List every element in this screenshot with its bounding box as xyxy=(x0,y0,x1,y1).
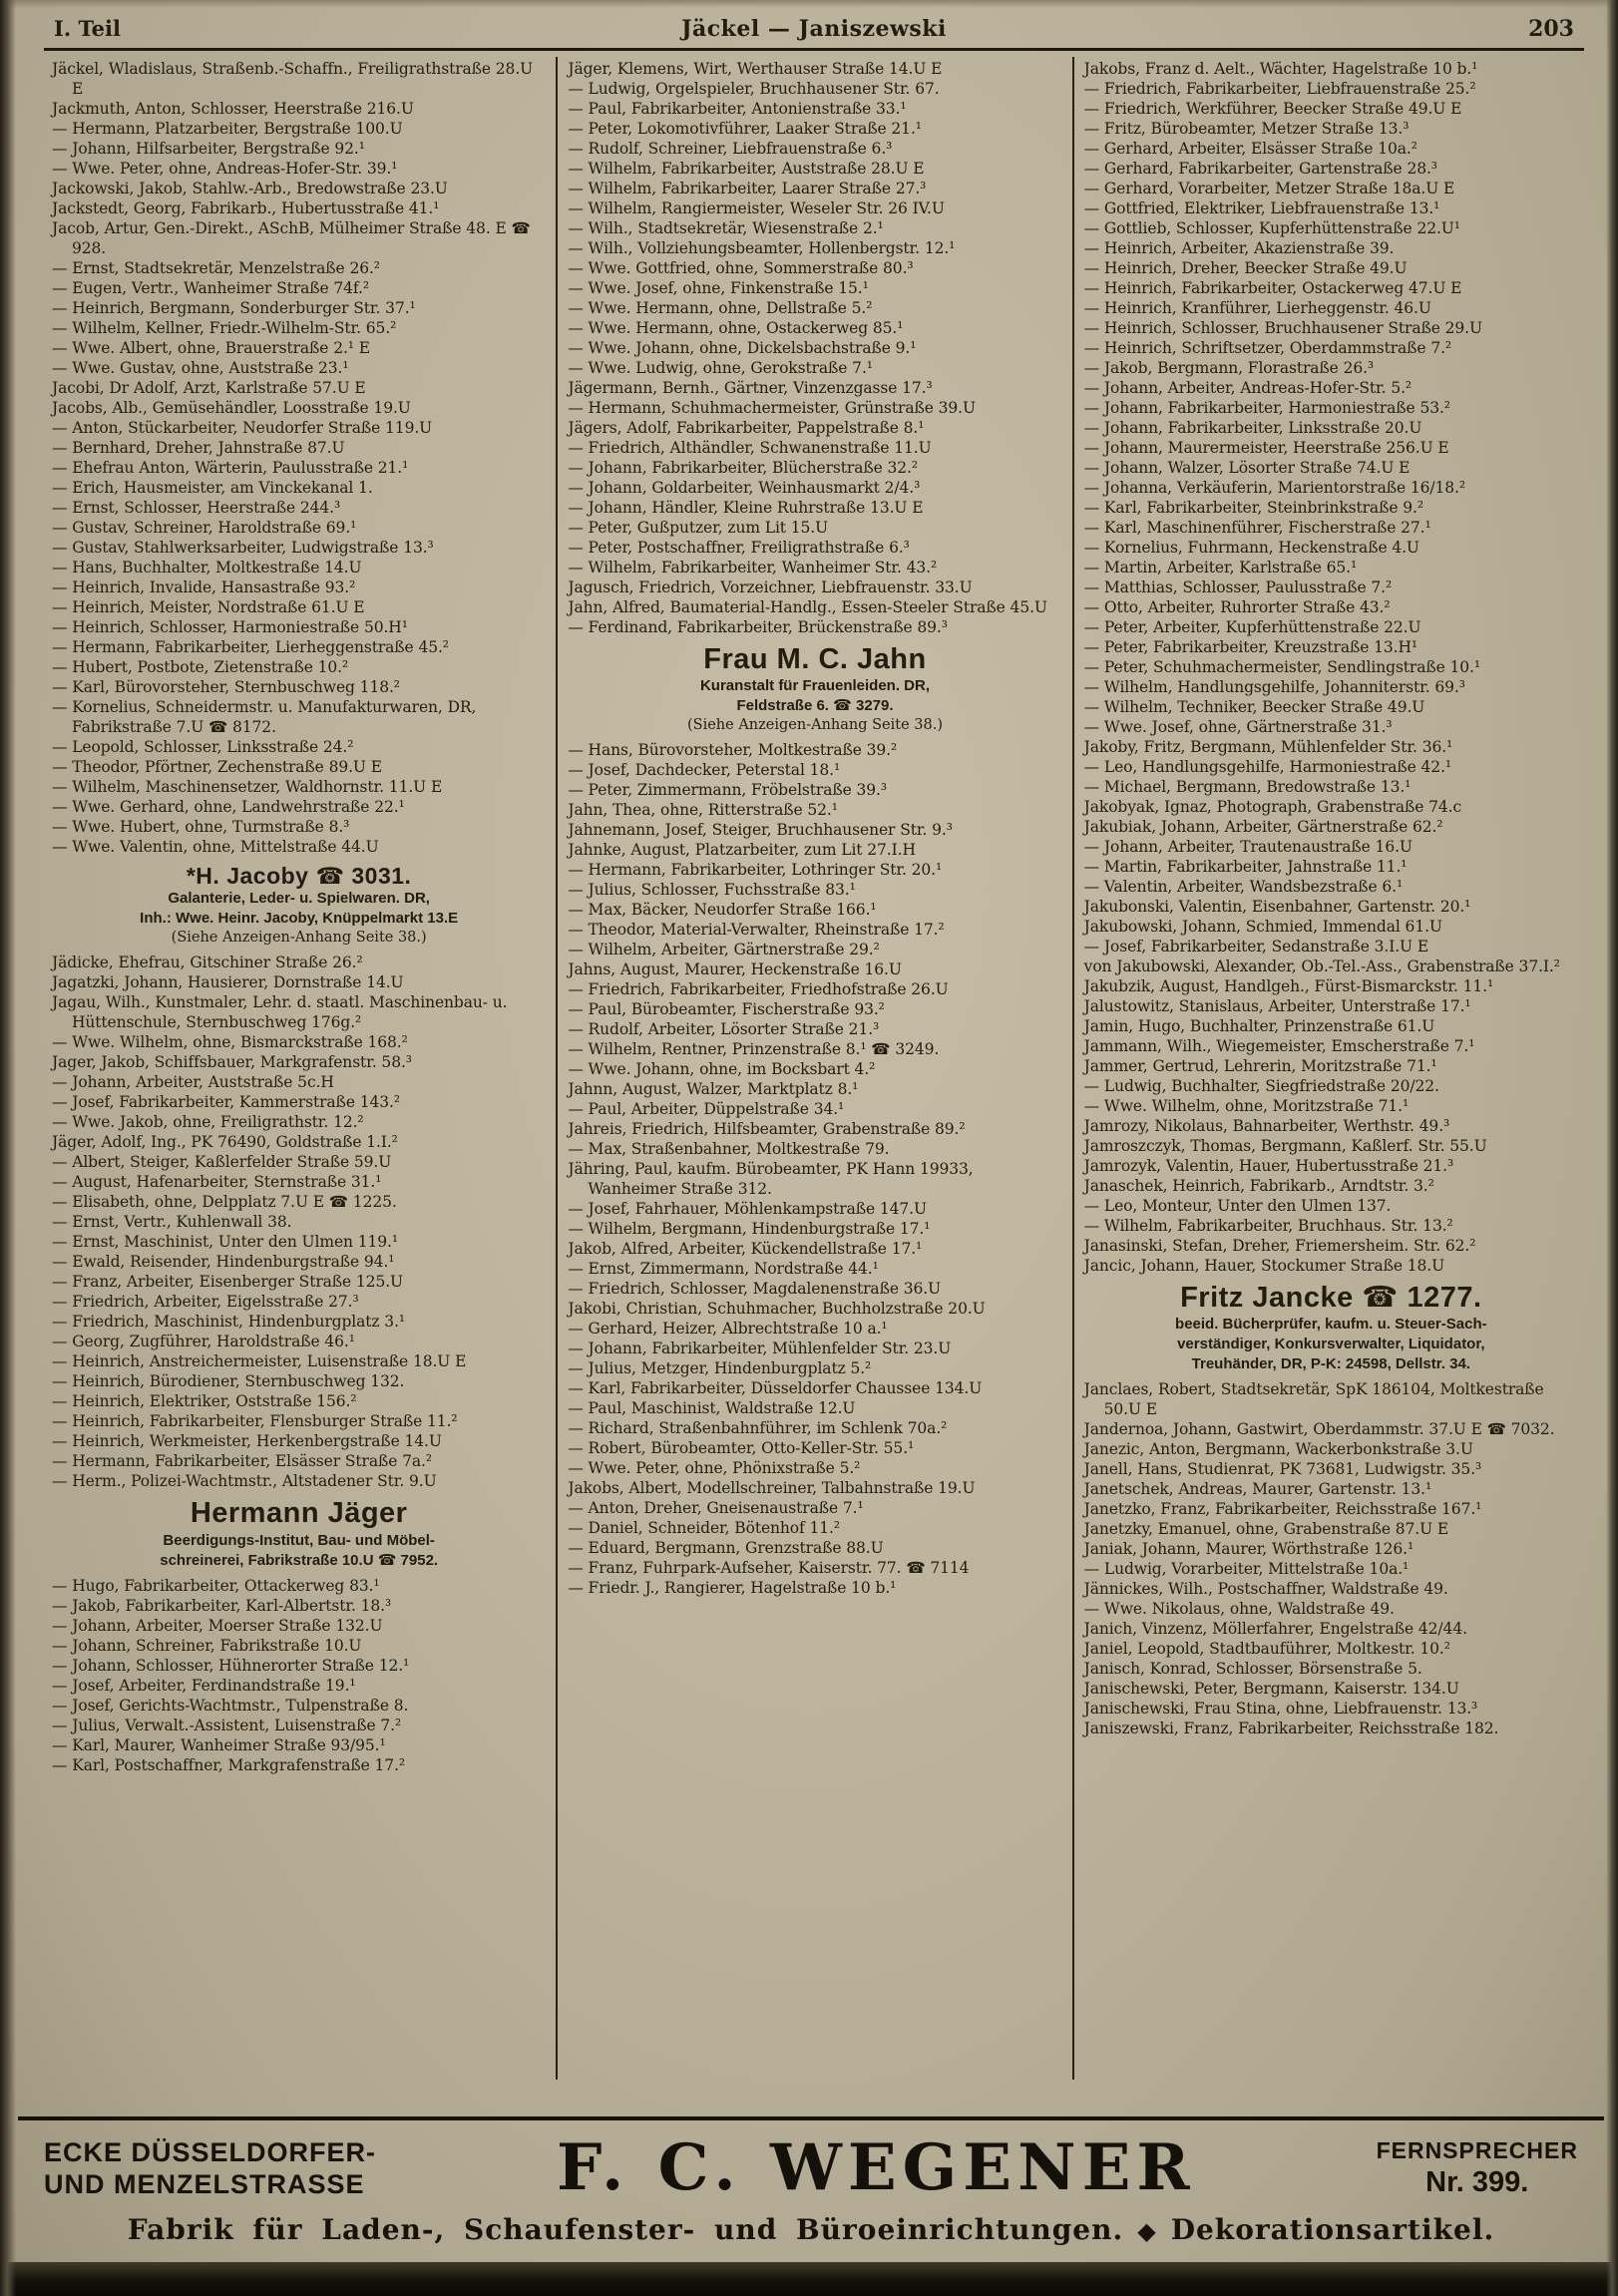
wegener-ad-row xyxy=(44,2130,1578,2205)
directory-entry: — Hubert, Postbote, Zietenstraße 10.² xyxy=(52,658,349,676)
ad-title: Hermann Jäger xyxy=(190,1497,408,1530)
directory-entry: Jamrozyk, Valentin, Hauer, Hubertusstraße 21.³ xyxy=(1083,1157,1454,1175)
directory-column-3 xyxy=(1072,57,1588,2080)
scan-edge-left xyxy=(0,0,16,2296)
directory-entry: — Heinrich, Werkmeister, Herkenbergstraße 14.U xyxy=(52,1432,442,1451)
directory-entry: Jahnke, August, Platzarbeiter, zum Lit 27.I.H xyxy=(568,841,916,860)
directory-entry: — Wwe. Jakob, ohne, Freiligrathstr. 12.² xyxy=(52,1113,364,1132)
ad-line: Feldstraße 6. ☎ 3279. xyxy=(736,697,894,715)
directory-entry: — Max, Bäcker, Neudorfer Straße 166.¹ xyxy=(568,901,877,920)
directory-entry: — Gerhard, Fabrikarbeiter, Gartenstraße 28.³ xyxy=(1083,160,1437,178)
directory-entry: Jamin, Hugo, Buchhalter, Prinzenstraße 61.U xyxy=(1083,1017,1435,1035)
directory-entry: — Ludwig, Orgelspieler, Bruchhausener Str. 67. xyxy=(568,80,940,98)
directory-entry: — Ehefrau Anton, Wärterin, Paulusstraße 21.¹ xyxy=(52,459,409,477)
directory-entry: Janiszewski, Franz, Fabrikarbeiter, Reichsstraße 182. xyxy=(1083,1720,1499,1738)
ad-company-name: F. C. WEGENER xyxy=(557,2130,1196,2205)
footer xyxy=(0,2116,1618,2296)
directory-entry: — Ewald, Reisender, Hindenburgstraße 94.¹ xyxy=(52,1253,395,1272)
directory-entry: — Franz, Fuhrpark-Aufseher, Kaiserstr. 77. ☎ 7114 xyxy=(568,1559,970,1578)
directory-entry: — Bernhard, Dreher, Jahnstraße 87.U xyxy=(52,439,345,457)
directory-entry: — Wwe. Peter, ohne, Phönixstraße 5.² xyxy=(568,1459,861,1478)
directory-entry: — Leo, Monteur, Unter den Ulmen 137. xyxy=(1083,1197,1392,1215)
directory-entry: — Karl, Bürovorsteher, Sternbuschweg 118.² xyxy=(52,678,400,696)
directory-entry: — Peter, Lokomotivführer, Laaker Straße 21.¹ xyxy=(568,120,922,138)
directory-entry: — Theodor, Material-Verwalter, Rheinstraße 17.² xyxy=(568,921,945,940)
directory-entry: — Friedrich, Fabrikarbeiter, Liebfrauenstraße 25.² xyxy=(1083,80,1476,98)
directory-entry: — Karl, Postschaffner, Markgrafenstraße 17.² xyxy=(52,1755,405,1774)
directory-entry: — Johann, Hilfsarbeiter, Bergstraße 92.¹ xyxy=(52,140,365,158)
directory-entry: — Wilhelm, Handlungsgehilfe, Johanniterstr. 69.³ xyxy=(1083,678,1465,696)
directory-entry: — Josef, Fahrhauer, Möhlenkampstraße 147.U xyxy=(568,1200,927,1219)
directory-entry: — Karl, Maschinenführer, Fischerstraße 27.¹ xyxy=(1083,519,1431,537)
directory-entry: Jahns, August, Maurer, Heckenstraße 16.U xyxy=(568,960,902,979)
directory-entry: Jamrozy, Nikolaus, Bahnarbeiter, Werthstr. 49.³ xyxy=(1083,1117,1450,1135)
directory-entry: — Wilhelm, Rangiermeister, Weseler Str. 26 IV.U xyxy=(568,199,945,217)
directory-entry: — Jakob, Bergmann, Florastraße 26.³ xyxy=(1083,359,1375,377)
ad-tagline-left: Fabrik für Laden-, Schaufenster- und Büroeinrichtungen. xyxy=(127,2213,1124,2246)
directory-entry: — Friedrich, Werkführer, Beecker Straße 49.U E xyxy=(1083,100,1462,118)
directory-entry: — Leopold, Schlosser, Linksstraße 24.² xyxy=(52,738,354,756)
directory-entry: — Gerhard, Vorarbeiter, Metzer Straße 18a.U E xyxy=(1083,180,1455,197)
ad-title: Frau M. C. Jahn xyxy=(703,643,927,675)
scan-edge-right xyxy=(1606,0,1618,2296)
directory-entry: — Wwe. Ludwig, ohne, Gerokstraße 7.¹ xyxy=(568,359,873,377)
directory-entry: — Gustav, Schreiner, Haroldstraße 69.¹ xyxy=(52,519,357,537)
jacoby-ad xyxy=(52,857,546,953)
directory-entry: — Heinrich, Kranführer, Lierheggenstr. 46.U xyxy=(1083,299,1431,317)
directory-entry: — Friedrich, Fabrikarbeiter, Friedhofstraße 26.U xyxy=(568,980,949,999)
directory-entry: — Jakob, Fabrikarbeiter, Karl-Albertstr. 18.³ xyxy=(52,1596,392,1615)
directory-entry: — Johann, Walzer, Lösorter Straße 74.U E xyxy=(1083,459,1411,477)
directory-entry: Jamroszczyk, Thomas, Bergmann, Kaßlerf. Str. 55.U xyxy=(1083,1137,1487,1155)
directory-entry: — Julius, Schlosser, Fuchsstraße 83.¹ xyxy=(568,881,856,900)
directory-entry: — Heinrich, Dreher, Beecker Straße 49.U xyxy=(1083,259,1408,277)
directory-entry: Jakubiak, Johann, Arbeiter, Gärtnerstraße 62.² xyxy=(1083,818,1443,836)
directory-entry: — Heinrich, Bürodiener, Sternbuschweg 132. xyxy=(52,1372,405,1391)
directory-entry: — Hermann, Fabrikarbeiter, Lierheggenstraße 45.² xyxy=(52,638,449,656)
directory-entry: — Ludwig, Buchhalter, Siegfriedstraße 20/22. xyxy=(1083,1077,1439,1095)
directory-entry: — Wwe. Johann, ohne, Dickelsbachstraße 9.¹ xyxy=(568,339,917,357)
directory-entry: — Josef, Fabrikarbeiter, Kammerstraße 143.² xyxy=(52,1093,400,1112)
directory-entry: — Friedrich, Arbeiter, Eigelsstraße 27.³ xyxy=(52,1293,359,1312)
directory-entry: — Josef, Arbeiter, Ferdinandstraße 19.¹ xyxy=(52,1676,356,1695)
directory-entry: — Josef, Dachdecker, Peterstal 18.¹ xyxy=(568,761,841,780)
directory-column-1 xyxy=(42,57,556,2080)
directory-entry: — Max, Straßenbahner, Moltkestraße 79. xyxy=(568,1140,890,1159)
directory-entry: — Wwe. Nikolaus, ohne, Waldstraße 49. xyxy=(1083,1600,1395,1619)
directory-entry: — Hugo, Fabrikarbeiter, Ottackerweg 83.¹ xyxy=(52,1576,380,1595)
ad-line: verständiger, Konkursverwalter, Liquidator, xyxy=(1177,1336,1485,1353)
directory-entry: — Herm., Polizei-Wachtmstr., Altstadener Str. 9.U xyxy=(52,1472,437,1491)
directory-entry: Janischewski, Peter, Bergmann, Kaiserstr. 134.U xyxy=(1083,1680,1459,1699)
directory-entry: Jakubonski, Valentin, Eisenbahner, Gartenstr. 20.¹ xyxy=(1083,898,1471,916)
directory-entry: — Franz, Arbeiter, Eisenberger Straße 125.U xyxy=(52,1273,403,1292)
directory-entry: — Heinrich, Elektriker, Oststraße 156.² xyxy=(52,1392,357,1411)
directory-entry: — Heinrich, Meister, Nordstraße 61.U E xyxy=(52,598,365,616)
directory-entry: — Hermann, Fabrikarbeiter, Lothringer Str. 20.¹ xyxy=(568,861,943,880)
directory-entry: — Wilhelm, Fabrikarbeiter, Auststraße 28.U E xyxy=(568,160,925,178)
directory-entry: Jammann, Wilh., Wiegemeister, Emscherstraße 7.¹ xyxy=(1083,1037,1475,1055)
ad-line: (Siehe Anzeigen-Anhang Seite 38.) xyxy=(686,717,943,734)
directory-entry: — Fritz, Bürobeamter, Metzer Straße 13.³ xyxy=(1083,120,1410,138)
directory-column-2 xyxy=(556,57,1071,2080)
ad-line: (Siehe Anzeigen-Anhang Seite 38.) xyxy=(171,930,427,947)
directory-entry: Jakubowski, Johann, Schmied, Immendal 61.U xyxy=(1083,918,1442,936)
directory-entry: — Wwe. Wilhelm, ohne, Moritzstraße 71.¹ xyxy=(1083,1097,1410,1115)
directory-entry: — Ernst, Maschinist, Unter den Ulmen 119.¹ xyxy=(52,1233,398,1252)
directory-entry: — Wwe. Johann, ohne, im Bocksbart 4.² xyxy=(568,1060,876,1079)
directory-entry: — Peter, Arbeiter, Kupferhüttenstraße 22.U xyxy=(1083,618,1421,636)
directory-entry: Jähring, Paul, kaufm. Bürobeamter, PK Hann 19933, Wanheimer Straße 312. xyxy=(568,1160,974,1199)
directory-entry: — Hermann, Fabrikarbeiter, Elsässer Straße 7a.² xyxy=(52,1452,432,1471)
directory-entry: — Gottfried, Elektriker, Liebfrauenstraße 13.¹ xyxy=(1083,199,1440,217)
directory-entry: Jännickes, Wilh., Postschaffner, Waldstraße 49. xyxy=(1083,1580,1448,1599)
directory-entry: — Matthias, Schlosser, Paulusstraße 7.² xyxy=(1083,578,1393,596)
directory-entry: — Wwe. Gerhard, ohne, Landwehrstraße 22.¹ xyxy=(52,798,405,816)
directory-entry: Jahnn, August, Walzer, Marktplatz 8.¹ xyxy=(568,1080,859,1099)
directory-entry: Jakobi, Christian, Schuhmacher, Buchholzstraße 20.U xyxy=(568,1300,986,1319)
directory-entry: — Wilhelm, Rentner, Prinzenstraße 8.¹ ☎ 3249. xyxy=(568,1040,940,1059)
directory-entry: — Johann, Fabrikarbeiter, Harmoniestraße 53.² xyxy=(1083,399,1450,417)
directory-entry: — Johann, Arbeiter, Moerser Straße 132.U xyxy=(52,1616,383,1635)
directory-entry: — Johann, Fabrikarbeiter, Mühlenfelder Str. 23.U xyxy=(568,1339,952,1358)
directory-entry: — August, Hafenarbeiter, Sternstraße 31.¹ xyxy=(52,1173,382,1192)
directory-entry: — Heinrich, Schriftsetzer, Oberdammstraße 7.² xyxy=(1083,339,1452,357)
directory-entry: — Wwe. Hermann, ohne, Ostackerweg 85.¹ xyxy=(568,319,904,337)
directory-entry: — Wilhelm, Bergmann, Hindenburgstraße 17.¹ xyxy=(568,1220,931,1239)
directory-entry: — Wwe. Valentin, ohne, Mittelstraße 44.U xyxy=(52,838,379,856)
directory-entry: — Gustav, Stahlwerksarbeiter, Ludwigstraße 13.³ xyxy=(52,539,434,557)
ad-line: Kuranstalt für Frauenleiden. DR, xyxy=(699,677,931,695)
directory-entry: — Johann, Händler, Kleine Ruhrstraße 13.U E xyxy=(568,499,924,517)
directory-entry: — Gottlieb, Schlosser, Kupferhüttenstraße 22.U¹ xyxy=(1083,219,1460,237)
directory-entry: — Julius, Verwalt.-Assistent, Luisenstraße 7.² xyxy=(52,1716,402,1734)
directory-entry: — Wilh., Vollziehungsbeamter, Hollenbergstr. 12.¹ xyxy=(568,239,956,257)
directory-entry: — Eduard, Bergmann, Grenzstraße 88.U xyxy=(568,1539,884,1558)
directory-entry: Janaschek, Heinrich, Fabrikarb., Arndtstr. 3.² xyxy=(1083,1177,1434,1195)
directory-entry: — Julius, Metzger, Hindenburgplatz 5.² xyxy=(568,1359,872,1378)
directory-entry: — Elisabeth, ohne, Delpplatz 7.U E ☎ 1225. xyxy=(52,1193,397,1212)
directory-entry: — Friedrich, Maschinist, Hindenburgplatz 3.¹ xyxy=(52,1313,406,1332)
directory-entry: — Hans, Bürovorsteher, Moltkestraße 39.² xyxy=(568,741,898,760)
directory-entry: — Karl, Maurer, Wanheimer Straße 93/95.¹ xyxy=(52,1735,386,1754)
directory-entry: — Peter, Zimmermann, Fröbelstraße 39.³ xyxy=(568,781,887,800)
directory-entry: — Johann, Schlosser, Hühnerorter Straße 12.¹ xyxy=(52,1656,410,1675)
directory-entry: Jagau, Wilh., Kunstmaler, Lehr. d. staatl. Maschinenbau- u. Hüttenschule, Sternbuschweg 176g.² xyxy=(52,993,508,1032)
directory-entry: — Wilhelm, Maschinensetzer, Waldhornstr. 11.U E xyxy=(52,778,443,796)
directory-entry: — Paul, Maschinist, Waldstraße 12.U xyxy=(568,1399,856,1418)
directory-entry: — Heinrich, Bergmann, Sonderburger Str. 37.¹ xyxy=(52,299,416,317)
ad-line: Galanterie, Leder- u. Spielwaren. DR, xyxy=(168,890,430,908)
directory-entry: — Gerhard, Arbeiter, Elsässer Straße 10a.² xyxy=(1083,140,1417,158)
directory-entry: — Michael, Bergmann, Bredowstraße 13.¹ xyxy=(1083,778,1412,796)
directory-entry: — Gerhard, Heizer, Albrechtstraße 10 a.¹ xyxy=(568,1320,888,1339)
directory-entry: — Heinrich, Schlosser, Harmoniestraße 50.H¹ xyxy=(52,618,408,636)
directory-entry: Jager, Jakob, Schiffsbauer, Markgrafenstr. 58.³ xyxy=(52,1053,412,1072)
directory-entry: — Wwe. Josef, ohne, Gärtnerstraße 31.³ xyxy=(1083,718,1393,736)
directory-entry: — Heinrich, Fabrikarbeiter, Flensburger Straße 11.² xyxy=(52,1412,458,1431)
directory-entry: — Peter, Postschaffner, Freiligrathstraße 6.³ xyxy=(568,539,910,557)
directory-entry: — Ernst, Vertr., Kuhlenwall 38. xyxy=(52,1213,292,1232)
fritz-jancke-ad xyxy=(1084,1276,1578,1379)
ad-phone-block xyxy=(1377,2137,1578,2199)
directory-entry: Jäger, Klemens, Wirt, Werthauser Straße 14.U E xyxy=(568,60,943,78)
directory-entry: Jakobyak, Ignaz, Photograph, Grabenstraße 74.c xyxy=(1083,798,1462,816)
ad-line: schreinerei, Fabrikstraße 10.U ☎ 7952. xyxy=(160,1551,439,1569)
directory-entry: — Karl, Fabrikarbeiter, Steinbrinkstraße 9.² xyxy=(1083,499,1423,517)
directory-entry: — Leo, Handlungsgehilfe, Harmoniestraße 42.¹ xyxy=(1083,758,1452,776)
ad-line: beeid. Bücherprüfer, kaufm. u. Steuer-Sach- xyxy=(1175,1316,1487,1334)
directory-entry: Janetzky, Emanuel, ohne, Grabenstraße 87.U E xyxy=(1083,1520,1449,1539)
directory-entry: — Johann, Arbeiter, Andreas-Hofer-Str. 5.² xyxy=(1083,379,1413,397)
directory-entry: — Ernst, Schlosser, Heerstraße 244.³ xyxy=(52,499,341,517)
ad-address-block xyxy=(44,2136,376,2200)
directory-entry: Jahreis, Friedrich, Hilfsbeamter, Grabenstraße 89.² xyxy=(568,1120,966,1139)
directory-entry: — Josef, Fabrikarbeiter, Sedanstraße 3.I.U E xyxy=(1083,938,1429,956)
directory-entry: Jancic, Johann, Hauer, Stockumer Straße 18.U xyxy=(1083,1257,1445,1275)
directory-entry: von Jakubowski, Alexander, Ob.-Tel.-Ass., Grabenstraße 37.I.² xyxy=(1083,957,1560,975)
directory-entry: — Wwe. Gustav, ohne, Auststraße 23.¹ xyxy=(52,359,349,377)
directory-entry: Jacobs, Alb., Gemüsehändler, Loosstraße 19.U xyxy=(52,399,411,417)
running-title: Jäckel — Janiszewski xyxy=(681,16,947,42)
ad-address-line-1: ECKE DÜSSELDORFER- xyxy=(44,2136,377,2167)
directory-entry: — Friedr. J., Rangierer, Hagelstraße 10 b.¹ xyxy=(568,1579,897,1598)
directory-entry: Jakobs, Franz d. Aelt., Wächter, Hagelstraße 10 b.¹ xyxy=(1083,60,1478,78)
directory-entry: — Friedrich, Schlosser, Magdalenenstraße 36.U xyxy=(568,1280,942,1299)
directory-entry: — Georg, Zugführer, Haroldstraße 46.¹ xyxy=(52,1333,355,1351)
directory-entry: — Karl, Fabrikarbeiter, Düsseldorfer Chaussee 134.U xyxy=(568,1379,983,1398)
directory-entry: — Heinrich, Arbeiter, Akazienstraße 39. xyxy=(1083,239,1395,257)
directory-entry: — Wwe. Hubert, ohne, Turmstraße 8.³ xyxy=(52,818,350,836)
directory-entry: Janich, Vinzenz, Möllerfahrer, Engelstraße 42/44. xyxy=(1083,1620,1467,1639)
page-number: 203 xyxy=(1528,16,1574,42)
directory-entry: — Heinrich, Fabrikarbeiter, Ostackerweg 47.U E xyxy=(1083,279,1462,297)
directory-entry: Jädicke, Ehefrau, Gitschiner Straße 26.² xyxy=(52,954,363,972)
directory-entry: — Wilhelm, Techniker, Beecker Straße 49.U xyxy=(1083,698,1425,716)
directory-entry: — Johann, Schreiner, Fabrikstraße 10.U xyxy=(52,1636,362,1655)
directory-entry: — Kornelius, Schneidermstr. u. Manufakturwaren, DR, Fabrikstraße 7.U ☎ 8172. xyxy=(52,698,477,736)
directory-entry: — Paul, Bürobeamter, Fischerstraße 93.² xyxy=(568,1000,885,1019)
directory-entry: Jakubzik, August, Handlgeh., Fürst-Bismarckstr. 11.¹ xyxy=(1083,977,1494,995)
directory-entry: — Johann, Arbeiter, Auststraße 5c.H xyxy=(52,1073,334,1092)
directory-entry: Janetschek, Andreas, Maurer, Gartenstr. 13.¹ xyxy=(1083,1480,1432,1499)
ornament-icon: ◆ xyxy=(1137,2217,1157,2245)
directory-entry: — Robert, Bürobeamter, Otto-Keller-Str. 55.¹ xyxy=(568,1439,915,1458)
directory-entry: — Theodor, Pförtner, Zechenstraße 89.U E xyxy=(52,758,382,776)
directory-entry: — Heinrich, Invalide, Hansastraße 93.² xyxy=(52,578,356,596)
directory-entry: — Wwe. Josef, ohne, Finkenstraße 15.¹ xyxy=(568,279,869,297)
directory-entry: — Richard, Straßenbahnführer, im Schlenk 70a.² xyxy=(568,1419,948,1438)
directory-entry: — Wwe. Hermann, ohne, Dellstraße 5.² xyxy=(568,299,873,317)
directory-entry: — Hans, Buchhalter, Moltkestraße 14.U xyxy=(52,559,362,576)
directory-entry: — Wwe. Gottfried, ohne, Sommerstraße 80.³ xyxy=(568,259,914,277)
directory-entry: — Heinrich, Anstreichermeister, Luisenstraße 18.U E xyxy=(52,1352,467,1371)
directory-entry: — Wilhelm, Kellner, Friedr.-Wilhelm-Str. 65.² xyxy=(52,319,397,337)
ad-line: Inh.: Wwe. Heinr. Jacoby, Knüppelmarkt 13.E xyxy=(140,910,459,928)
directory-entry: — Johann, Fabrikarbeiter, Linksstraße 20.U xyxy=(1083,419,1422,437)
wegener-ad xyxy=(18,2116,1604,2254)
scan-edge-bottom xyxy=(0,2262,1618,2296)
directory-entry: — Ernst, Stadtsekretär, Menzelstraße 26.² xyxy=(52,259,380,277)
directory-entry: Janezic, Anton, Bergmann, Wackerbonkstraße 3.U xyxy=(1083,1440,1473,1459)
ad-tagline xyxy=(44,2213,1578,2246)
directory-entry: Janell, Hans, Studienrat, PK 73681, Ludwigstr. 35.³ xyxy=(1083,1460,1482,1479)
directory-entry: Jackowski, Jakob, Stahlw.-Arb., Bredowstraße 23.U xyxy=(52,180,448,197)
directory-entry: Jalustowitz, Stanislaus, Arbeiter, Unterstraße 17.¹ xyxy=(1083,997,1471,1015)
directory-entry: Janclaes, Robert, Stadtsekretär, SpK 186104, Moltkestraße 50.U E xyxy=(1083,1380,1544,1419)
directory-entry: Janiak, Johann, Maurer, Wörthstraße 126.¹ xyxy=(1083,1540,1415,1559)
directory-entry: — Wilhelm, Fabrikarbeiter, Laarer Straße 27.³ xyxy=(568,180,927,197)
directory-entry: — Ernst, Zimmermann, Nordstraße 44.¹ xyxy=(568,1260,879,1279)
directory-entry: — Wilh., Stadtsekretär, Wiesenstraße 2.¹ xyxy=(568,219,884,237)
directory-entry: — Ludwig, Vorarbeiter, Mittelstraße 10a.¹ xyxy=(1083,1560,1410,1579)
directory-entry: — Wwe. Wilhelm, ohne, Bismarckstraße 168.² xyxy=(52,1033,408,1052)
directory-entry: Jandernoa, Johann, Gastwirt, Oberdammstr. 37.U E ☎ 7032. xyxy=(1083,1420,1555,1439)
directory-entry: — Wilhelm, Fabrikarbeiter, Bruchhaus. Str. 13.² xyxy=(1083,1217,1453,1235)
directory-entry: Jakoby, Fritz, Bergmann, Mühlenfelder Str. 36.¹ xyxy=(1083,738,1453,756)
directory-entry: — Kornelius, Fuhrmann, Heckenstraße 4.U xyxy=(1083,539,1419,557)
directory-entry: Jäckel, Wladislaus, Straßenb.-Schaffn., Freiligrathstraße 28.U E xyxy=(52,60,534,98)
directory-entry: Jägers, Adolf, Fabrikarbeiter, Pappelstraße 8.¹ xyxy=(568,419,925,437)
directory-entry: — Johanna, Verkäuferin, Marientorstraße 16/18.² xyxy=(1083,479,1465,497)
directory-entry: Jägermann, Bernh., Gärtner, Vinzenzgasse 17.³ xyxy=(568,379,933,397)
directory-entry: — Martin, Fabrikarbeiter, Jahnstraße 11.¹ xyxy=(1083,858,1408,876)
directory-entry: Jackstedt, Georg, Fabrikarb., Hubertusstraße 41.¹ xyxy=(52,199,440,217)
directory-entry: — Anton, Stückarbeiter, Neudorfer Straße 119.U xyxy=(52,419,433,437)
directory-entry: Janischewski, Frau Stina, ohne, Liebfrauenstr. 13.³ xyxy=(1083,1700,1478,1719)
directory-entry: — Wwe. Peter, ohne, Andreas-Hofer-Str. 39.¹ xyxy=(52,160,398,178)
directory-entry: Jakob, Alfred, Arbeiter, Kückendellstraße 17.¹ xyxy=(568,1240,923,1259)
ad-tagline-right: Dekorationsartikel. xyxy=(1170,2213,1495,2246)
directory-entry: Janetzko, Franz, Fabrikarbeiter, Reichsstraße 167.¹ xyxy=(1083,1500,1482,1519)
ad-title: *H. Jacoby ☎ 3031. xyxy=(186,863,412,889)
ad-phone-label: FERNSPRECHER xyxy=(1376,2136,1578,2163)
directory-entry: — Martin, Arbeiter, Karlstraße 65.¹ xyxy=(1083,559,1358,576)
directory-entry: — Anton, Dreher, Gneisenaustraße 7.¹ xyxy=(568,1499,864,1518)
directory-entry: — Hermann, Platzarbeiter, Bergstraße 100.U xyxy=(52,120,403,138)
ad-phone-number: Nr. 399. xyxy=(1425,2165,1529,2198)
directory-entry: — Valentin, Arbeiter, Wandsbezstraße 6.¹ xyxy=(1083,878,1404,896)
directory-entry: — Albert, Steiger, Kaßlerfelder Straße 59.U xyxy=(52,1153,392,1172)
directory-entry: — Rudolf, Arbeiter, Lösorter Straße 21.³ xyxy=(568,1020,880,1039)
hermann-jaeger-ad xyxy=(52,1491,546,1575)
directory-entry: — Hermann, Schuhmachermeister, Grünstraße 39.U xyxy=(568,399,976,417)
directory-entry: — Heinrich, Schlosser, Bruchhausener Straße 29.U xyxy=(1083,319,1482,337)
directory-entry: — Eugen, Vertr., Wanheimer Straße 74f.² xyxy=(52,279,369,297)
directory-entry: — Daniel, Schneider, Bötenhof 11.² xyxy=(568,1519,840,1538)
directory-entry: Jacobi, Dr Adolf, Arzt, Karlstraße 57.U E xyxy=(52,379,366,397)
ad-line: Beerdigungs-Institut, Bau- und Möbel- xyxy=(163,1531,435,1549)
directory-entry: — Peter, Fabrikarbeiter, Kreuzstraße 13.H¹ xyxy=(1083,638,1418,656)
directory-entry: — Wwe. Albert, ohne, Brauerstraße 2.¹ E xyxy=(52,339,370,357)
section-label: I. Teil xyxy=(54,16,121,41)
directory-entry: Janisch, Konrad, Schlosser, Börsenstraße 5. xyxy=(1083,1660,1422,1679)
directory-entry: Jäger, Adolf, Ing., PK 76490, Goldstraße 1.I.² xyxy=(52,1133,398,1152)
directory-entry: Jagatzki, Johann, Hausierer, Dornstraße 14.U xyxy=(52,973,404,992)
directory-entry: — Ferdinand, Fabrikarbeiter, Brückenstraße 89.³ xyxy=(568,618,948,636)
directory-entry: — Johann, Arbeiter, Trautenaustraße 16.U xyxy=(1083,838,1413,856)
directory-entry: Jackmuth, Anton, Schlosser, Heerstraße 216.U xyxy=(52,100,414,118)
directory-entry: — Erich, Hausmeister, am Vinckekanal 1. xyxy=(52,479,373,497)
directory-entry: — Friedrich, Althändler, Schwanenstraße 11.U xyxy=(568,439,932,457)
ad-line: Treuhänder, DR, P-K: 24598, Dellstr. 34. xyxy=(1191,1355,1470,1373)
directory-entry: — Johann, Fabrikarbeiter, Blücherstraße 32.² xyxy=(568,459,918,477)
directory-entry: Jahnemann, Josef, Steiger, Bruchhausener Str. 9.³ xyxy=(568,821,953,840)
ad-title: Fritz Jancke ☎ 1277. xyxy=(1180,1282,1482,1314)
ad-address-line-2: UND MENZELSTRASSE xyxy=(44,2168,365,2199)
page-header xyxy=(44,0,1584,51)
directory-columns xyxy=(42,57,1588,2080)
directory-entry: — Johann, Maurermeister, Heerstraße 256.U E xyxy=(1083,439,1449,457)
directory-entry: — Peter, Gußputzer, zum Lit 15.U xyxy=(568,519,829,537)
directory-entry: — Paul, Fabrikarbeiter, Antonienstraße 33.¹ xyxy=(568,100,907,118)
directory-entry: — Paul, Arbeiter, Düppelstraße 34.¹ xyxy=(568,1100,845,1119)
directory-entry: Jahn, Thea, ohne, Ritterstraße 52.¹ xyxy=(568,801,838,820)
directory-entry: — Peter, Schuhmachermeister, Sendlingstraße 10.¹ xyxy=(1083,658,1480,676)
directory-entry: — Wilhelm, Arbeiter, Gärtnerstraße 29.² xyxy=(568,941,880,959)
directory-entry: Jacob, Artur, Gen.-Direkt., ASchB, Mülheimer Straße 48. E ☎ 928. xyxy=(52,219,531,257)
directory-entry: Jahn, Alfred, Baumaterial-Handlg., Essen-Steeler Straße 45.U xyxy=(568,598,1047,616)
frau-jahn-ad xyxy=(568,637,1061,740)
directory-entry: Jagusch, Friedrich, Vorzeichner, Liebfrauenstr. 33.U xyxy=(568,578,973,596)
directory-entry: Janiel, Leopold, Stadtbauführer, Moltkestr. 10.² xyxy=(1083,1640,1450,1659)
directory-entry: Jammer, Gertrud, Lehrerin, Moritzstraße 71.¹ xyxy=(1083,1057,1437,1075)
directory-entry: — Wilhelm, Fabrikarbeiter, Wanheimer Str. 43.² xyxy=(568,559,938,576)
directory-entry: — Josef, Gerichts-Wachtmstr., Tulpenstraße 8. xyxy=(52,1696,409,1715)
directory-entry: Jakobs, Albert, Modellschreiner, Talbahnstraße 19.U xyxy=(568,1479,976,1498)
directory-entry: — Johann, Goldarbeiter, Weinhausmarkt 2/4.³ xyxy=(568,479,921,497)
directory-entry: Janasinski, Stefan, Dreher, Friemersheim. Str. 62.² xyxy=(1083,1237,1476,1255)
directory-entry: — Rudolf, Schreiner, Liebfrauenstraße 6.³ xyxy=(568,140,893,158)
directory-entry: — Otto, Arbeiter, Ruhrorter Straße 43.² xyxy=(1083,598,1391,616)
